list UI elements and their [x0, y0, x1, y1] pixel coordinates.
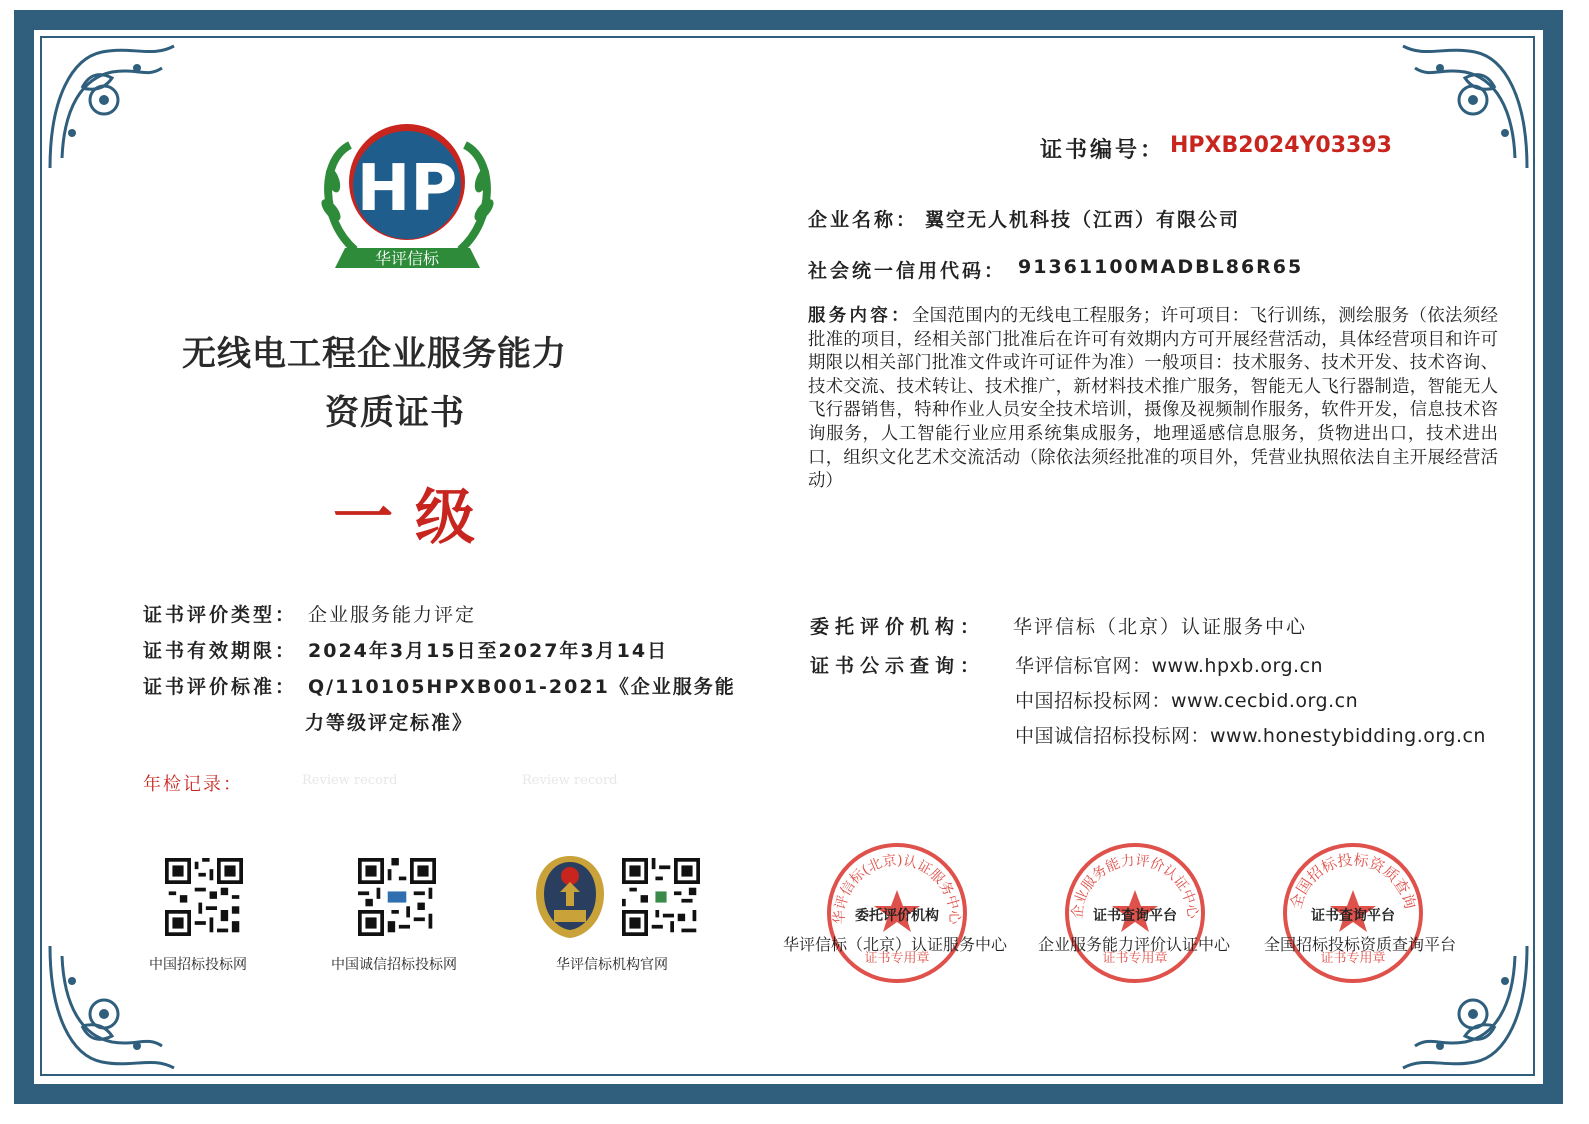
- seal-caption-qualification: 全国招标投标资质查询平台: [1264, 935, 1457, 954]
- seal-center-text: 证书查询平台: [1311, 908, 1395, 924]
- cert-no-value: HPXB2024Y03393: [1170, 133, 1392, 158]
- agency-value: 华评信标（北京）认证服务中心: [1013, 616, 1308, 638]
- credit-code-value: 91361100MADBL86R65: [1018, 256, 1304, 278]
- eval-type-label: 证书评价类型：: [143, 604, 298, 626]
- query-label: 证书公示查询：: [810, 655, 986, 677]
- logo-text: 华评信标: [374, 249, 440, 268]
- cert-no-label: 证书编号：: [1040, 138, 1166, 163]
- seal-platform-stamp: [1060, 838, 1210, 988]
- seal-bottom-text: 证书专用章: [1320, 951, 1386, 966]
- review-record-1: Review record: [302, 773, 398, 788]
- query-honestybidding: 中国诚信招标投标网：www.honestybidding.org.cn: [1015, 725, 1486, 747]
- standard-value-line1: Q/110105HPXB001-2021《企业服务能: [308, 676, 736, 698]
- svg-text:HP: HP: [356, 152, 458, 226]
- seal-ring-text: 华评信标(北京)认证服务中心: [831, 852, 963, 925]
- qr-code-honestybidding-icon[interactable]: [358, 858, 436, 936]
- standard-value-line2: 力等级评定标准》: [305, 712, 474, 734]
- seal-caption-agency: 华评信标（北京）认证服务中心: [783, 935, 1008, 954]
- qr-caption-hpxb: 华评信标机构官网: [556, 957, 668, 973]
- annual-review-label: 年检记录：: [143, 774, 243, 795]
- seal-bottom-text: 证书专用章: [864, 951, 930, 966]
- seal-center-text: 委托评价机构: [855, 908, 939, 924]
- seal-center-text: 证书查询平台: [1093, 908, 1177, 924]
- certificate-title-line1: 无线电工程企业服务能力: [182, 334, 567, 374]
- qr-code-hpxb-icon[interactable]: [622, 858, 700, 936]
- service-label: 服务内容：: [808, 306, 912, 326]
- hpxb-logo: [315, 110, 500, 290]
- service-text: 全国范围内的无线电工程服务；许可项目：飞行训练，测绘服务（依法须经批准的项目，经相关部门批准后在许可有效期内方可开展经营活动，具体经营项目和许可期限以相关部门批准文件或许可证件为准）一般项目：技术服务、技术开发、技术咨询、技术交流、技术转让、技术推广，新材料技术推广服务，智能无人飞行器制造，智能无人飞行器销售，特种作业人员安全技术培训，摄像及视频制作服务，软件开发，信息技术咨询服务，人工智能行业应用系统集成服务，地理遥感信息服务，货物进出口，技术进出口，组织文化艺术交流活动（除依法须经批准的项目外，凭营业执照依法自主开展经营活动）: [808, 306, 1498, 492]
- seal-ring-text: 企业服务能力评价认证中心: [1069, 852, 1201, 920]
- company-label: 企业名称：: [808, 209, 919, 231]
- credit-code-label: 社会统一信用代码：: [808, 260, 1007, 282]
- certificate-level: 一级: [333, 483, 497, 553]
- company-value: 翼空无人机科技（江西）有限公司: [925, 209, 1241, 231]
- seal-agency-stamp: [822, 838, 972, 988]
- seal-bottom-text: 证书专用章: [1102, 951, 1168, 966]
- corner-ornament-icon: [42, 38, 182, 178]
- agency-label: 委托评价机构：: [810, 616, 986, 638]
- national-emblem-icon: [530, 852, 610, 942]
- qr-caption-cecbid: 中国招标投标网: [149, 957, 247, 973]
- review-record-2: Review record: [522, 773, 618, 788]
- seal-qualification-stamp: [1278, 838, 1428, 988]
- certificate-title-line2: 资质证书: [325, 393, 465, 433]
- corner-ornament-icon: [1395, 38, 1535, 178]
- service-content: [808, 305, 1498, 494]
- qr-code-cecbid-icon[interactable]: [165, 858, 243, 936]
- seal-ring-text: 全国招标投标资质查询: [1286, 850, 1420, 912]
- query-hpxb: 华评信标官网：www.hpxb.org.cn: [1015, 655, 1324, 677]
- validity-value: 2024年3月15日至2027年3月14日: [308, 640, 669, 662]
- query-cecbid: 中国招标投标网：www.cecbid.org.cn: [1015, 690, 1359, 712]
- eval-type-value: 企业服务能力评定: [308, 604, 477, 626]
- validity-label: 证书有效期限：: [143, 640, 298, 662]
- standard-label: 证书评价标准：: [143, 676, 298, 698]
- qr-caption-honestybidding: 中国诚信招标投标网: [331, 957, 457, 973]
- seal-caption-platform: 企业服务能力评价认证中心: [1038, 935, 1231, 954]
